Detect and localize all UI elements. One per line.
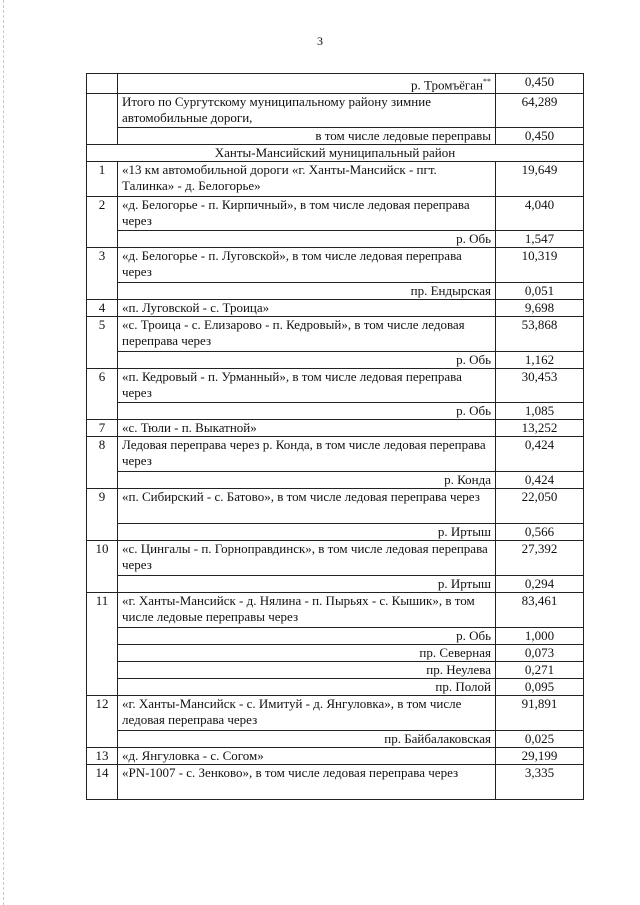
row-number: 13 bbox=[87, 748, 118, 765]
cell-text: р. Обь bbox=[456, 628, 491, 644]
cell-text: «PN-1007 - с. Зенково», в том числе ледовая переправа через bbox=[122, 765, 459, 781]
table-row bbox=[87, 197, 584, 231]
crossing-name bbox=[118, 576, 496, 593]
length-value: 1,162 bbox=[496, 352, 584, 369]
crossing-name bbox=[118, 283, 496, 300]
row-number bbox=[87, 74, 118, 94]
length-value: 27,392 bbox=[496, 541, 584, 576]
sub-row bbox=[87, 472, 584, 489]
road-name bbox=[118, 489, 496, 524]
length-value: 0,025 bbox=[496, 731, 584, 748]
table-row bbox=[87, 369, 584, 403]
table-row bbox=[87, 248, 584, 283]
crossing-name bbox=[118, 731, 496, 748]
length-value: 0,450 bbox=[496, 128, 584, 145]
crossing-name bbox=[118, 403, 496, 420]
road-name bbox=[118, 437, 496, 472]
cell-text: «г. Ханты-Мансийск - д. Нялина - п. Пырьях - с. Кышик», в том числе ледовые переправы через bbox=[122, 593, 475, 625]
length-value: 64,289 bbox=[496, 94, 584, 128]
row-number: 6 bbox=[87, 369, 118, 420]
row-number: 1 bbox=[87, 162, 118, 197]
sub-row bbox=[87, 524, 584, 541]
length-value: 13,252 bbox=[496, 420, 584, 437]
cell-text: р. Обь bbox=[456, 403, 491, 419]
row-number: 4 bbox=[87, 300, 118, 317]
cell-text: р. Тромъёган bbox=[411, 77, 483, 93]
cell-text: р. Обь bbox=[456, 231, 491, 247]
length-value: 0,294 bbox=[496, 576, 584, 593]
cell-text: Итого по Сургутскому муниципальному району зимние автомобильные дороги, bbox=[122, 94, 431, 126]
length-value: 91,891 bbox=[496, 696, 584, 731]
cell-text: р. Иртыш bbox=[437, 524, 491, 540]
length-value: 0,424 bbox=[496, 437, 584, 472]
sub-row bbox=[87, 645, 584, 662]
roads-table-body bbox=[87, 74, 584, 800]
length-value: 22,050 bbox=[496, 489, 584, 524]
crossing-name bbox=[118, 231, 496, 248]
row-number: 8 bbox=[87, 437, 118, 489]
roads-table bbox=[86, 73, 584, 800]
sub-row bbox=[87, 128, 584, 145]
table-row bbox=[87, 162, 584, 197]
cell-text: «п. Кедровый - п. Урманный», в том числе ледовая переправа через bbox=[122, 369, 462, 401]
table-row bbox=[87, 748, 584, 765]
length-value: 53,868 bbox=[496, 317, 584, 352]
road-name bbox=[118, 94, 496, 128]
cell-text: «д. Белогорье - п. Кирпичный», в том числе ледовая переправа через bbox=[122, 197, 470, 229]
cell-text: пр. Неулева bbox=[426, 662, 491, 678]
length-value: 0,450 bbox=[496, 74, 584, 94]
cell-text: «с. Цингалы - п. Горноправдинск», в том числе ледовая переправа через bbox=[122, 541, 488, 573]
table-row bbox=[87, 437, 584, 472]
row-number: 3 bbox=[87, 248, 118, 300]
cell-text: «с. Тюли - п. Выкатной» bbox=[122, 420, 257, 436]
length-value: 1,085 bbox=[496, 403, 584, 420]
sub-row bbox=[87, 628, 584, 645]
cell-text: «с. Троица - с. Елизарово - п. Кедровый», в том числе ледовая переправа через bbox=[122, 317, 465, 349]
cell-text: пр. Северная bbox=[419, 645, 491, 661]
row-number: 12 bbox=[87, 696, 118, 748]
cell-text: «д. Янгуловка - с. Согом» bbox=[122, 748, 264, 764]
cell-text: пр. Ендырская bbox=[410, 283, 491, 299]
road-name bbox=[118, 748, 496, 765]
sub-row bbox=[87, 352, 584, 369]
length-value: 19,649 bbox=[496, 162, 584, 197]
length-value: 1,000 bbox=[496, 628, 584, 645]
road-name bbox=[118, 696, 496, 731]
road-name bbox=[118, 317, 496, 352]
cell-text: в том числе ледовые переправы bbox=[315, 128, 491, 144]
row-number: 11 bbox=[87, 593, 118, 696]
row-number: 2 bbox=[87, 197, 118, 248]
crossing-name bbox=[118, 128, 496, 145]
length-value: 10,319 bbox=[496, 248, 584, 283]
sub-row bbox=[87, 231, 584, 248]
length-value: 9,698 bbox=[496, 300, 584, 317]
table-row bbox=[87, 94, 584, 128]
length-value: 4,040 bbox=[496, 197, 584, 231]
length-value: 1,547 bbox=[496, 231, 584, 248]
crossing-name bbox=[118, 645, 496, 662]
footnote-marker: ** bbox=[483, 77, 491, 86]
cell-text: «п. Сибирский - с. Батово», в том числе ледовая переправа через bbox=[122, 489, 480, 505]
crossing-name bbox=[118, 524, 496, 541]
sub-row bbox=[87, 576, 584, 593]
row-number: 10 bbox=[87, 541, 118, 593]
cell-text: «д. Белогорье - п. Луговской», в том числе ледовая переправа через bbox=[122, 248, 462, 280]
cell-text: р. Конда bbox=[444, 472, 491, 488]
length-value: 83,461 bbox=[496, 593, 584, 628]
crossing-name bbox=[118, 74, 496, 94]
scan-edge-line bbox=[3, 0, 4, 905]
length-value: 30,453 bbox=[496, 369, 584, 403]
row-number: 14 bbox=[87, 765, 118, 800]
road-name bbox=[118, 162, 496, 197]
length-value: 0,271 bbox=[496, 662, 584, 679]
cell-text: пр. Байбалаковская bbox=[384, 731, 491, 747]
table-row bbox=[87, 420, 584, 437]
table-row bbox=[87, 489, 584, 524]
section-header: Ханты-Мансийский муниципальный район bbox=[87, 145, 584, 162]
row-number: 9 bbox=[87, 489, 118, 541]
cell-text: р. Иртыш bbox=[437, 576, 491, 592]
length-value: 0,073 bbox=[496, 645, 584, 662]
cell-text: «13 км автомобильной дороги «г. Ханты-Мансийск - пгт. Талинка» - д. Белогорье» bbox=[122, 162, 437, 194]
cell-text: р. Обь bbox=[456, 352, 491, 368]
length-value: 3,335 bbox=[496, 765, 584, 800]
road-name bbox=[118, 300, 496, 317]
crossing-name bbox=[118, 662, 496, 679]
length-value: 29,199 bbox=[496, 748, 584, 765]
crossing-name bbox=[118, 679, 496, 696]
sub-row bbox=[87, 662, 584, 679]
length-value: 0,566 bbox=[496, 524, 584, 541]
crossing-name bbox=[118, 352, 496, 369]
crossing-name bbox=[118, 472, 496, 489]
road-name bbox=[118, 420, 496, 437]
road-name bbox=[118, 369, 496, 403]
table-row bbox=[87, 593, 584, 628]
crossing-name bbox=[118, 628, 496, 645]
length-value: 0,095 bbox=[496, 679, 584, 696]
road-name bbox=[118, 765, 496, 800]
length-value: 0,424 bbox=[496, 472, 584, 489]
road-name bbox=[118, 593, 496, 628]
sub-row bbox=[87, 283, 584, 300]
sub-row bbox=[87, 731, 584, 748]
table-row bbox=[87, 317, 584, 352]
road-name bbox=[118, 197, 496, 231]
sub-row bbox=[87, 679, 584, 696]
sub-row bbox=[87, 74, 584, 94]
road-name bbox=[118, 248, 496, 283]
row-number: 7 bbox=[87, 420, 118, 437]
cell-text: «п. Луговской - с. Троица» bbox=[122, 300, 270, 316]
cell-text: «г. Ханты-Мансийск - с. Имитуй - д. Янгуловка», в том числе ледовая переправа через bbox=[122, 696, 462, 728]
table-row bbox=[87, 696, 584, 731]
table-row bbox=[87, 541, 584, 576]
cell-text: Ледовая переправа через р. Конда, в том числе ледовая переправа через bbox=[122, 437, 486, 469]
table-row bbox=[87, 765, 584, 800]
length-value: 0,051 bbox=[496, 283, 584, 300]
row-number bbox=[87, 94, 118, 145]
page-number: 3 bbox=[317, 34, 323, 48]
sub-row bbox=[87, 403, 584, 420]
cell-text: пр. Полой bbox=[435, 679, 491, 695]
table-row bbox=[87, 300, 584, 317]
road-name bbox=[118, 541, 496, 576]
section-header-row bbox=[87, 145, 584, 162]
row-number: 5 bbox=[87, 317, 118, 369]
